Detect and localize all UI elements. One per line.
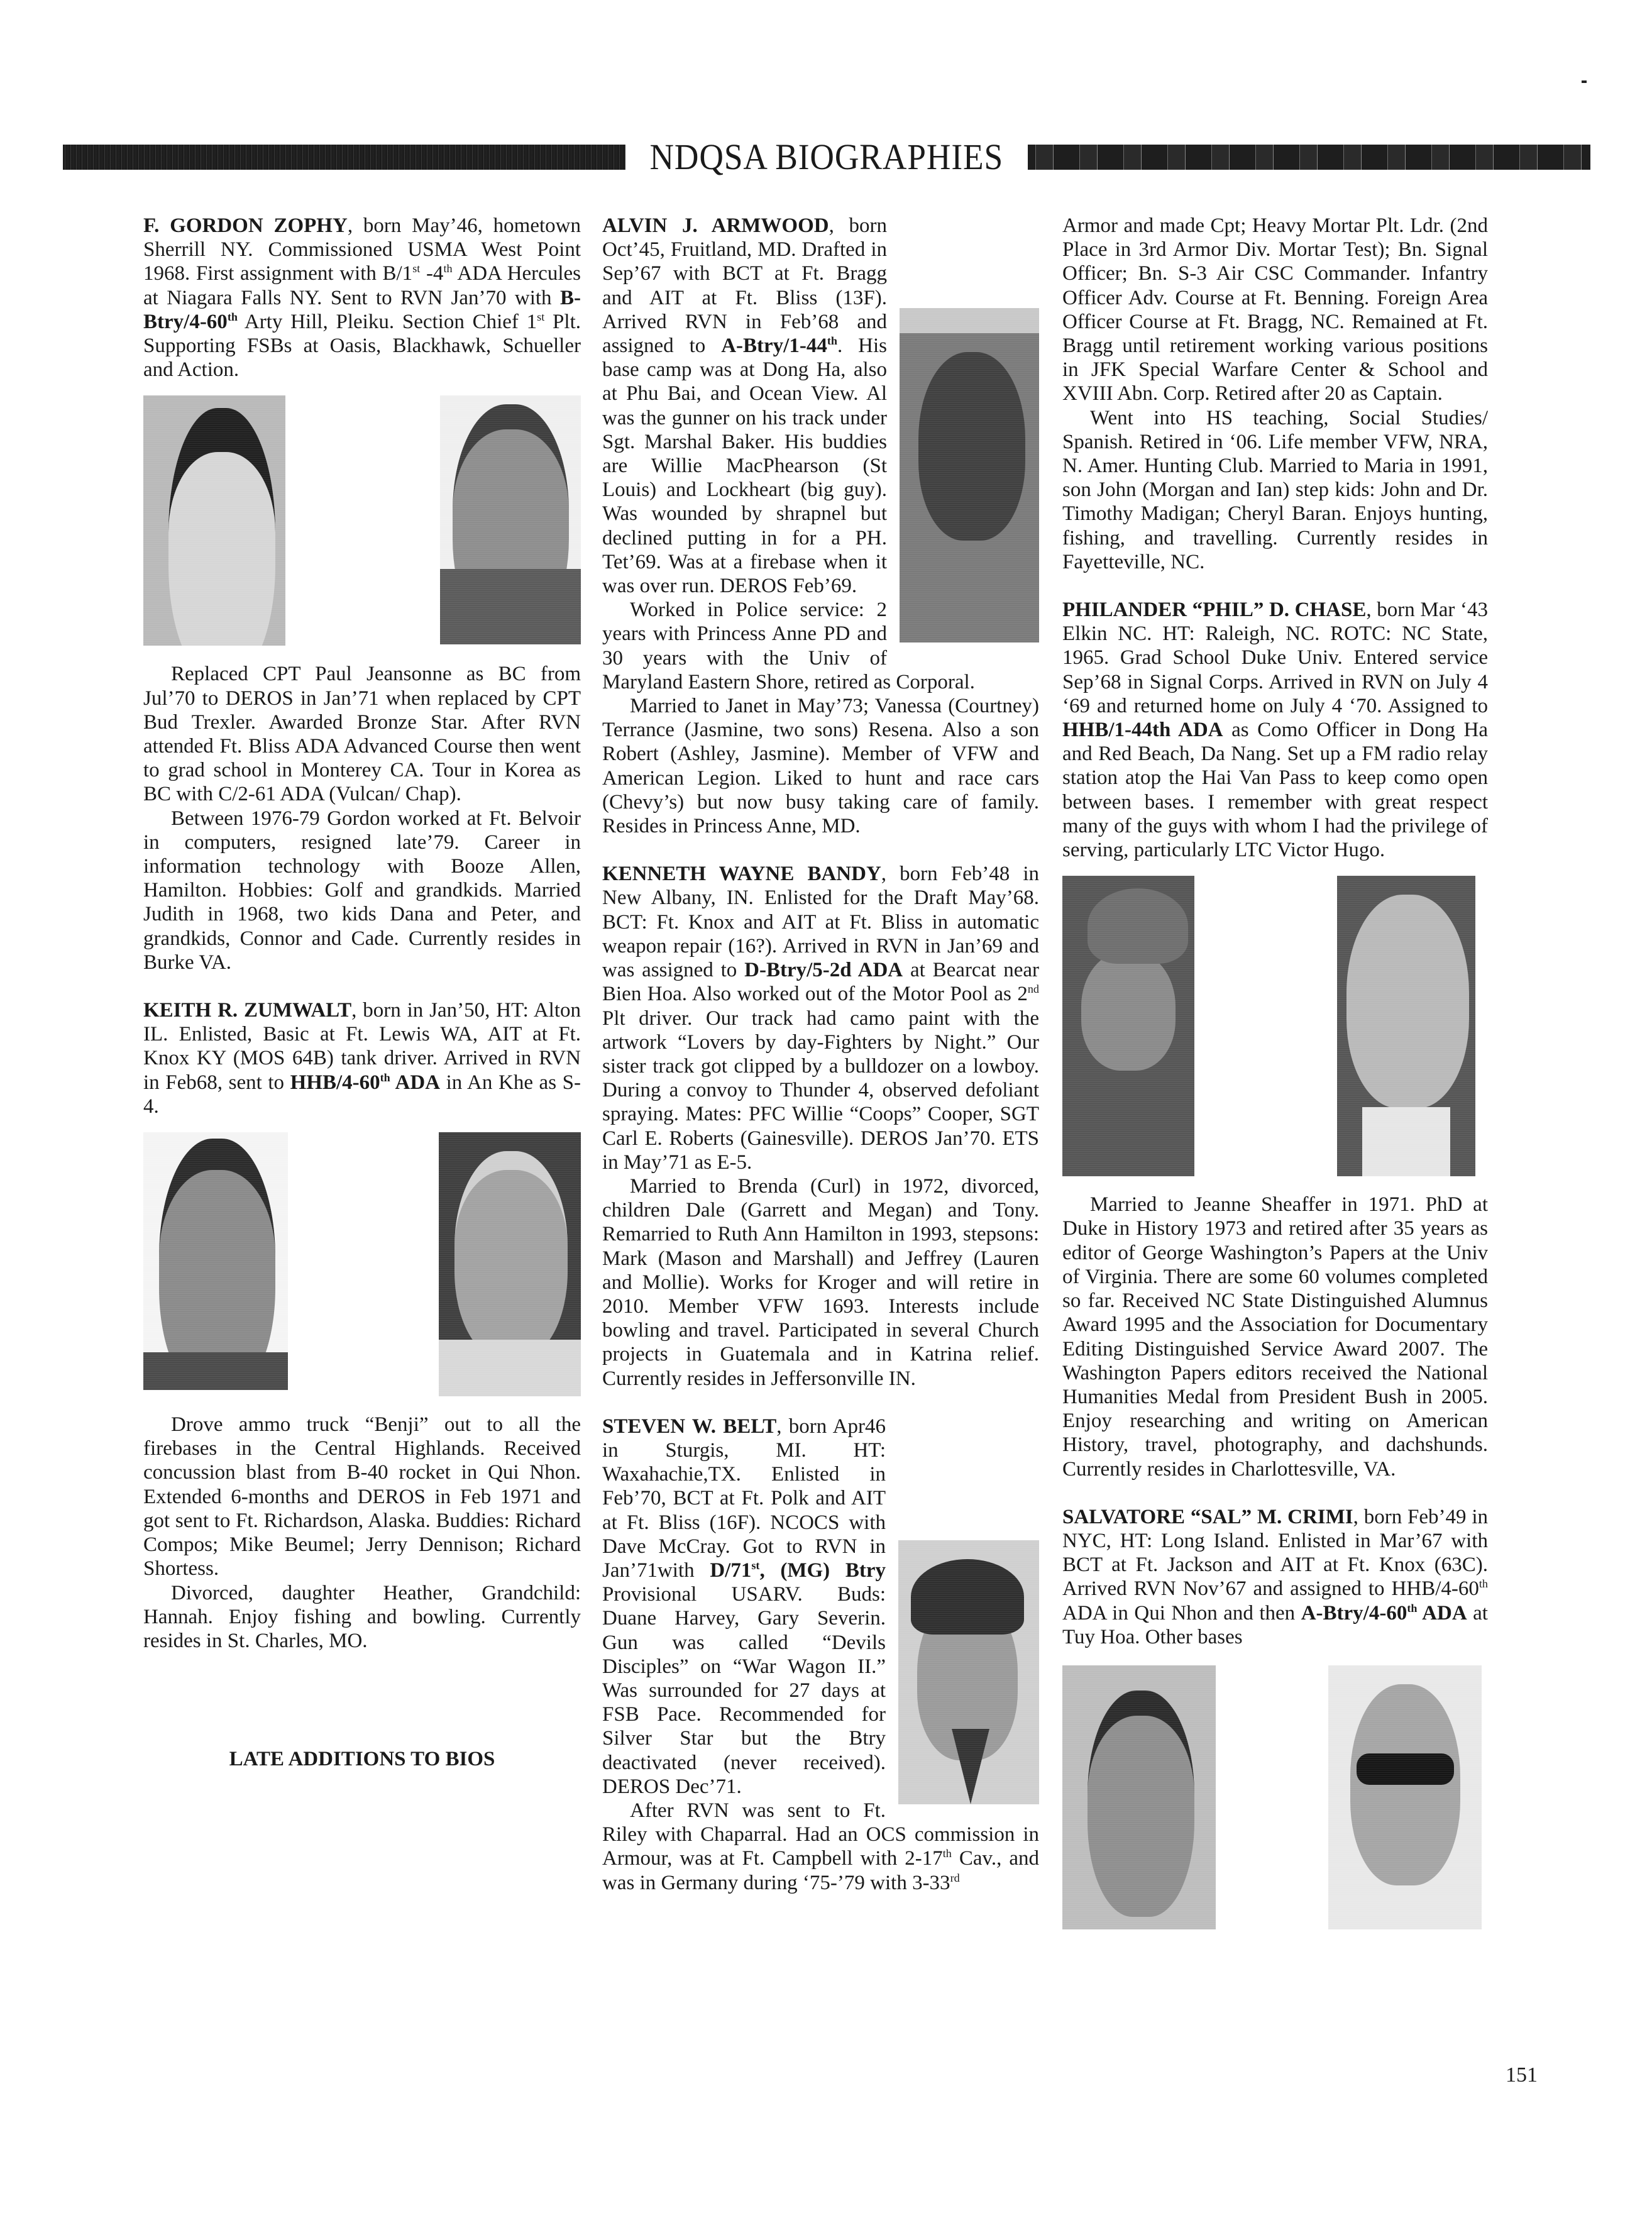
unit-designation: D-Btry/5-2d ADA xyxy=(744,959,903,982)
bio-crimi xyxy=(1062,1505,1488,1929)
photo-chase-recent xyxy=(1337,876,1475,1176)
bio-belt xyxy=(602,1415,1039,1895)
unit-designation: HHB/4-60th ADA xyxy=(290,1071,441,1094)
photo-row xyxy=(143,1132,581,1396)
bio-paragraph: ALVIN J. ARMWOOD, born Oct’45, Fruitland, MD. Drafted in Sep’67 with BCT at Ft. Bragg and AIT at Ft. Bliss (13F). Arrived RVN in Feb’68 and assigned to A-Btry/1-44th. His base camp was at Dong Ha, also at Phu Bai, and Ocean View. Al was the gunner on his track under Sgt. Marshal Baker. His buddies are Willie MacPhearson (St Louis) and Lockheart (big guy). Was wounded by shrapnel but declined putting in for a PH. Tet’69. Was at a firebase when it was over run. DEROS Feb’69. xyxy=(602,214,1039,598)
photo-row xyxy=(1062,876,1488,1176)
bio-paragraph: SALVATORE “SAL” M. CRIMI, born Feb’49 in NYC, HT: Long Island. Enlisted in Mar’67 with BCT at Ft. Jackson and AIT at Ft. Knox (63C). Arrived RVN Nov’67 and assigned to HHB/4-60th ADA in Qui Nhon and then A-Btry/4-60th ADA at Tuy Hoa. Other bases xyxy=(1062,1505,1488,1648)
bio-name: F. GORDON ZOPHY xyxy=(143,214,348,237)
photo-crimi-recent xyxy=(1328,1665,1482,1929)
bio-paragraph: Drove ammo truck “Benji” out to all the firebases in the Central Highlands. Received concussion blast from B-40 rocket in Qui Nhon. Extended 6-months and DEROS in Feb 1971 and got sent to Ft. Richardson, Alaska. Buddies: Richard Compos; Mike Beumel; Jerry Dennison; Richard Shortess. xyxy=(143,1413,581,1581)
bio-zumwalt xyxy=(143,998,581,1653)
bio-bandy xyxy=(602,862,1039,1390)
photo-zophy-recent xyxy=(440,395,581,644)
late-additions-heading: LATE ADDITIONS TO BIOS xyxy=(229,1748,495,1771)
bio-armwood xyxy=(602,214,1039,838)
photo-row xyxy=(143,395,581,646)
bio-paragraph: Married to Jeanne Sheaffer in 1971. PhD at Duke in History 1973 and retired after 35 years as editor of George Washington’s Papers at the Univ of Virginia. There are some 60 volumes completed so far. Received NC State Distinguished Alumnus Award 1995 and the Association for Documentary Editing Distinguished Service Award 2007. The Washington Papers editors received the National Humanities Medal from President Bush in 2005. Enjoy researching and writing on American History, travel, photography, and dachshunds. Currently resides in Charlottesville, VA. xyxy=(1062,1193,1488,1481)
photo-armwood xyxy=(900,308,1039,643)
photo-zophy-young xyxy=(143,395,285,646)
page-number: 151 xyxy=(1506,2063,1538,2087)
bio-paragraph: Armor and made Cpt; Heavy Mortar Plt. Ldr. (2nd Place in 3rd Armor Div. Mortar Test); Bn. Signal Officer; Bn. S-3 Air CSC Commander. Infantry Officer Adv. Course at Ft. Benning. Foreign Area Officer Course at Ft. Bragg, NC. Remained at Ft. Bragg until retirement working various positions in JFK Special Warfare Center & School and XVIII Abn. Corp. Retired after 20 as Captain. xyxy=(1062,214,1488,406)
bio-paragraph: Married to Janet in May’73; Vanessa (Courtney) Terrance (Jasmine, two sons) Resena. Also a son Robert (Ashley, Jasmine). Member of VFW and American Legion. Liked to hunt and race cars (Chevy’s) but now busy taking care of family. Resides in Princess Anne, MD. xyxy=(602,695,1039,838)
photo-chase-young xyxy=(1062,876,1194,1176)
bio-paragraph: Went into HS teaching, Social Studies/ Spanish. Retired in ‘06. Life member VFW, NRA, N. Amer. Hunting Club. Married to Maria in 1991, son John (Morgan and Ian) step kids: John and Dr. Timothy Madigan; Cheryl Baran. Enjoys hunting, fishing, and travelling. Currently resides in Fayetteville, NC. xyxy=(1062,406,1488,573)
column-1 xyxy=(143,214,581,1771)
unit-designation: HHB/1-44th ADA xyxy=(1062,719,1223,742)
bio-name: KEITH R. ZUMWALT xyxy=(143,999,352,1022)
photo-zumwalt-young xyxy=(143,1132,288,1390)
page-header xyxy=(63,136,1590,177)
bio-paragraph: Divorced, daughter Heather, Grandchild: Hannah. Enjoy fishing and bowling. Currently resides in St. Charles, MO. xyxy=(143,1581,581,1652)
bio-paragraph: F. GORDON ZOPHY, born May’46, hometown Sherrill NY. Commissioned USMA West Point 1968. First assignment with B/1st -4th ADA Hercules at Niagara Falls NY. Sent to RVN Jan’70 with B-Btry/4-60th Arty Hill, Pleiku. Section Chief 1st Plt. Supporting FSBs at Oasis, Blackhawk, Schueller and Action. xyxy=(143,214,581,382)
photo-row xyxy=(1062,1665,1488,1929)
bio-paragraph: After RVN was sent to Ft. Riley with Chaparral. Had an OCS commission in Armour, was at Ft. Campbell with 2-17th Cav., and was in Germany during ‘75-’79 with 3-33rd xyxy=(602,1799,1039,1894)
bio-paragraph: STEVEN W. BELT, born Apr46 in Sturgis, MI. HT: Waxahachie,TX. Enlisted in Feb’70, BCT at Ft. Polk and AIT at Ft. Bliss (16F). NCOCS with Dave McCray. Got to RVN in Jan’71with D/71st, (MG) Btry Provisional USARV. Buds: Duane Harvey, Gary Severin. Gun was called “Devils Disciples” on “War Wagon II.” Was surrounded for 27 days at FSB Pace. Recommended for Silver Star but the Btry deactivated (never received). DEROS Dec’71. xyxy=(602,1415,1039,1799)
unit-designation: D/71st, (MG) Btry xyxy=(710,1559,886,1582)
bio-zophy xyxy=(143,214,581,974)
bio-name: ALVIN J. ARMWOOD xyxy=(602,214,829,237)
bio-paragraph: Between 1976-79 Gordon worked at Ft. Belvoir in computers, resigned late’79. Career in information technology with Booze Allen, Hamilton. Hobbies: Golf and grandkids. Married Judith in 1968, two kids Dana and Peter, and grandkids, Connor and Cade. Currently resides in Burke VA. xyxy=(143,807,581,974)
bio-paragraph: PHILANDER “PHIL” D. CHASE, born Mar ‘43 Elkin NC. HT: Raleigh, NC. ROTC: NC State, 1965. Grad School Duke Univ. Entered service Sep’68 in Signal Corps. Arrived in RVN on July 4 ‘69 and returned home on July 4 ‘70. Assigned to HHB/1-44th ADA as Como Officer in Dong Ha and Red Beach, Da Nang. Set up a FM radio relay station atop the Hai Van Pass to keep como open between bases. I remember with great respect many of the guys with whom I had the privilege of serving, particularly LTC Victor Hugo. xyxy=(1062,599,1488,862)
bio-chase xyxy=(1062,598,1488,1481)
bio-paragraph: KEITH R. ZUMWALT, born in Jan’50, HT: Alton IL. Enlisted, Basic at Ft. Lewis WA, AIT at Ft. Knox KY (MOS 64B) tank driver. Arrived in RVN in Feb68, sent to HHB/4-60th ADA in An Khe as S-4. xyxy=(143,999,581,1118)
unit-designation: B-Btry/4-60th xyxy=(143,286,581,333)
photo-belt xyxy=(898,1540,1039,1804)
unit-designation: A-Btry/4-60th ADA xyxy=(1301,1601,1467,1625)
header-bar-left xyxy=(63,145,625,170)
column-3 xyxy=(1062,214,1488,1946)
scan-mark xyxy=(1582,80,1587,83)
unit-designation: A-Btry/1-44th xyxy=(721,334,837,358)
page-title: NDQSA BIOGRAPHIES xyxy=(649,136,1004,177)
photo-zumwalt-recent xyxy=(439,1132,581,1396)
bio-paragraph: KENNETH WAYNE BANDY, born Feb’48 in New Albany, IN. Enlisted for the Draft May’68. BCT: Ft. Knox and AIT at Ft. Bliss in automatic weapon repair (16?). Arrived in RVN in Jan’69 and was assigned to D-Btry/5-2d ADA at Bearcat near Bien Hoa. Also worked out of the Motor Pool as 2nd Plt driver. Our track had camo paint with the artwork “Lovers by day-Fighters by Night.” Our sister track got clipped by a bulldozer on a lowboy. During a convoy to Thunder 4, observed defoliant spraying. Mates: PFC Willie “Coops” Cooper, SGT Carl E. Roberts (Gainesville). DEROS Jan’70. ETS in May’71 as E-5. xyxy=(602,863,1040,1174)
bio-name: SALVATORE “SAL” M. CRIMI xyxy=(1062,1505,1353,1528)
bio-paragraph: Replaced CPT Paul Jeansonne as BC from Jul’70 to DEROS in Jan’71 when replaced by CPT Bud Trexler. Awarded Bronze Star. After RVN attended Ft. Bliss ADA Advanced Course then went to grad school in Monterey CA. Tour in Korea as BC with C/2-61 ADA (Vulcan/ Chap). xyxy=(143,663,581,806)
bio-paragraph: Married to Brenda (Curl) in 1972, divorced, children Dale (Garrett and Megan) and Tony. Remarried to Ruth Ann Hamilton in 1993, stepsons: Mark (Mason and Marshall) and Jeffrey (Lauren and Mollie). Works for Kroger and will retire in 2010. Member VFW 1693. Interests include bowling and travel. Participated in several Church projects in Guatemala and in Katrina relief. Currently resides in Jeffersonville IN. xyxy=(602,1174,1039,1390)
photo-crimi-young xyxy=(1062,1665,1216,1929)
bio-paragraph: Worked in Police service: 2 years with Princess Anne PD and 30 years with the Univ of Maryland Eastern Shore, retired as Corporal. xyxy=(602,599,975,693)
header-bar-right xyxy=(1028,145,1590,170)
bio-name: PHILANDER “PHIL” D. CHASE xyxy=(1062,599,1367,622)
bio-name: STEVEN W. BELT xyxy=(602,1415,777,1438)
column-2 xyxy=(602,214,1039,1895)
bio-name: KENNETH WAYNE BANDY xyxy=(602,863,881,886)
